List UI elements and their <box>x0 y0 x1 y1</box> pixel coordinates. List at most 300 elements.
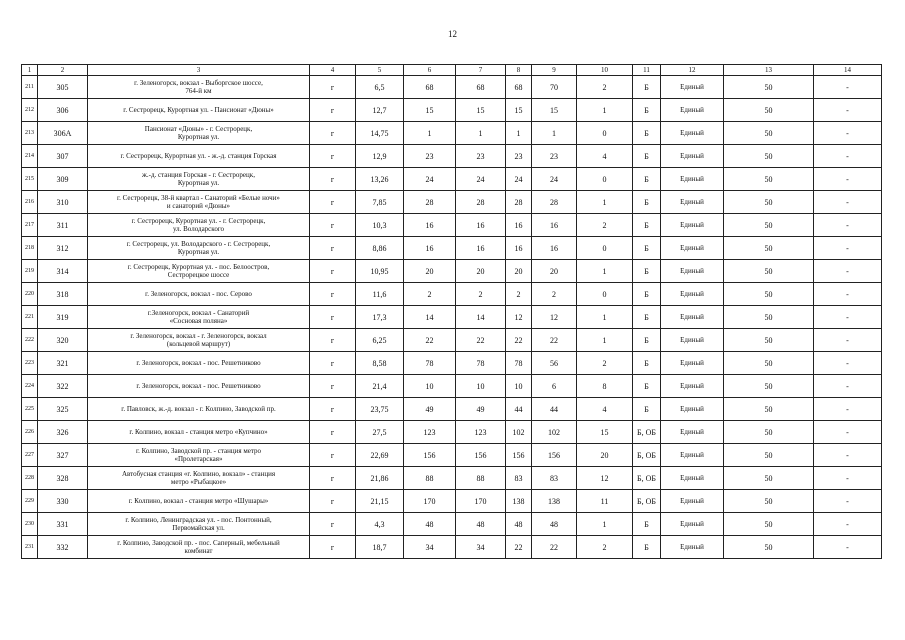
table-cell: 1 <box>577 191 633 214</box>
table-cell: 309 <box>38 168 88 191</box>
table-cell: 2 <box>532 283 577 306</box>
table-cell: 20 <box>404 260 456 283</box>
column-number-header: 13 <box>724 65 814 76</box>
table-cell: - <box>814 329 882 352</box>
table-cell: Б <box>633 76 661 99</box>
column-number-header: 14 <box>814 65 882 76</box>
table-cell: 327 <box>38 444 88 467</box>
table-cell: г <box>310 99 356 122</box>
table-cell: 228 <box>22 467 38 490</box>
table-cell: Единый <box>661 306 724 329</box>
table-cell: г <box>310 283 356 306</box>
table-cell: 1 <box>577 99 633 122</box>
table-row <box>22 444 882 467</box>
table-cell: Единый <box>661 536 724 559</box>
table-cell: 50 <box>724 145 814 168</box>
table-cell: 311 <box>38 214 88 237</box>
table-cell: - <box>814 191 882 214</box>
table-cell: Единый <box>661 76 724 99</box>
table-cell: 4 <box>577 145 633 168</box>
table-cell: 10,95 <box>356 260 404 283</box>
table-cell: 20 <box>532 260 577 283</box>
table-cell: 68 <box>506 76 532 99</box>
table-row <box>22 237 882 260</box>
table-cell: 1 <box>577 513 633 536</box>
table-cell: г.Зеленогорск, вокзал - Санаторий «Сосновая поляна» <box>88 306 310 329</box>
table-cell: 28 <box>456 191 506 214</box>
column-number-header: 8 <box>506 65 532 76</box>
table-row <box>22 398 882 421</box>
table-cell: г <box>310 375 356 398</box>
table-cell: 8,86 <box>356 237 404 260</box>
table-cell: 22 <box>506 329 532 352</box>
table-body <box>22 65 882 559</box>
table-cell: Б, ОБ <box>633 467 661 490</box>
table-cell: Единый <box>661 329 724 352</box>
table-cell: 22 <box>456 329 506 352</box>
table-cell: 24 <box>404 168 456 191</box>
table-cell: 28 <box>404 191 456 214</box>
table-cell: Б <box>633 283 661 306</box>
table-cell: Единый <box>661 191 724 214</box>
table-cell: 314 <box>38 260 88 283</box>
table-cell: 218 <box>22 237 38 260</box>
table-cell: 330 <box>38 490 88 513</box>
table-cell: г. Зеленогорск, вокзал - пос. Решетниково <box>88 375 310 398</box>
table-cell: 22 <box>532 536 577 559</box>
table-cell: 222 <box>22 329 38 352</box>
column-number-header: 7 <box>456 65 506 76</box>
table-cell: г. Сестрорецк, Курортная ул. - ж.-д. станция Горская <box>88 145 310 168</box>
table-cell: 48 <box>404 513 456 536</box>
table-cell: Единый <box>661 421 724 444</box>
table-cell: 12 <box>506 306 532 329</box>
table-cell: 4 <box>577 398 633 421</box>
table-row <box>22 214 882 237</box>
table-cell: 1 <box>577 329 633 352</box>
table-cell: 24 <box>532 168 577 191</box>
table-cell: 16 <box>404 237 456 260</box>
table-cell: Б, ОБ <box>633 421 661 444</box>
table-cell: 22 <box>404 329 456 352</box>
page-number: 12 <box>448 29 457 39</box>
table-cell: - <box>814 536 882 559</box>
table-cell: 24 <box>506 168 532 191</box>
table-cell: 50 <box>724 168 814 191</box>
table-cell: 306А <box>38 122 88 145</box>
table-cell: г. Зеленогорск, вокзал - пос. Серово <box>88 283 310 306</box>
table-cell: 21,15 <box>356 490 404 513</box>
table-cell: 332 <box>38 536 88 559</box>
table-cell: - <box>814 398 882 421</box>
table-cell: 215 <box>22 168 38 191</box>
table-cell: Единый <box>661 260 724 283</box>
table-cell: г. Сестрорецк, Курортная ул. - пос. Белоостров, Сестрорецкое шоссе <box>88 260 310 283</box>
table-cell: 229 <box>22 490 38 513</box>
table-cell: 16 <box>532 214 577 237</box>
table-cell: 0 <box>577 283 633 306</box>
table-cell: 123 <box>456 421 506 444</box>
table-cell: Автобусная станция «г. Колпино, вокзал» - станция метро «Рыбацкое» <box>88 467 310 490</box>
table-cell: - <box>814 421 882 444</box>
table-cell: 28 <box>506 191 532 214</box>
table-cell: 2 <box>577 352 633 375</box>
table-cell: г <box>310 214 356 237</box>
table-cell: 2 <box>404 283 456 306</box>
table-cell: Б <box>633 536 661 559</box>
table-cell: Б <box>633 375 661 398</box>
table-cell: Единый <box>661 467 724 490</box>
table-cell: 1 <box>532 122 577 145</box>
column-number-header: 10 <box>577 65 633 76</box>
table-cell: 16 <box>506 237 532 260</box>
table-row <box>22 191 882 214</box>
table-cell: 305 <box>38 76 88 99</box>
table-cell: 6,5 <box>356 76 404 99</box>
column-number-header: 2 <box>38 65 88 76</box>
table-row <box>22 283 882 306</box>
table-cell: 156 <box>456 444 506 467</box>
table-row <box>22 99 882 122</box>
table-cell: 2 <box>506 283 532 306</box>
table-cell: г <box>310 260 356 283</box>
table-cell: 2 <box>577 214 633 237</box>
table-cell: г <box>310 122 356 145</box>
table-cell: г <box>310 398 356 421</box>
table-cell: 50 <box>724 490 814 513</box>
table-cell: 2 <box>456 283 506 306</box>
table-cell: 12,9 <box>356 145 404 168</box>
table-cell: 50 <box>724 122 814 145</box>
table-cell: 23 <box>532 145 577 168</box>
table-cell: 78 <box>506 352 532 375</box>
table-cell: Единый <box>661 122 724 145</box>
table-cell: 226 <box>22 421 38 444</box>
table-cell: 48 <box>506 513 532 536</box>
table-cell: 50 <box>724 260 814 283</box>
table-cell: г <box>310 145 356 168</box>
table-cell: 1 <box>404 122 456 145</box>
table-cell: 12 <box>577 467 633 490</box>
table-cell: 1 <box>577 260 633 283</box>
table-cell: 12 <box>532 306 577 329</box>
table-cell: 48 <box>532 513 577 536</box>
table-cell: 23 <box>456 145 506 168</box>
table-cell: 16 <box>456 214 506 237</box>
table-cell: 0 <box>577 237 633 260</box>
table-cell: 10 <box>404 375 456 398</box>
table-row <box>22 375 882 398</box>
table-cell: Единый <box>661 145 724 168</box>
table-cell: 49 <box>456 398 506 421</box>
column-number-header: 12 <box>661 65 724 76</box>
table-cell: 68 <box>404 76 456 99</box>
table-cell: - <box>814 122 882 145</box>
table-cell: 27,5 <box>356 421 404 444</box>
table-cell: 0 <box>577 168 633 191</box>
table-cell: Единый <box>661 283 724 306</box>
table-cell: 78 <box>456 352 506 375</box>
column-number-header: 3 <box>88 65 310 76</box>
table-cell: 220 <box>22 283 38 306</box>
table-cell: Единый <box>661 168 724 191</box>
table-row <box>22 76 882 99</box>
table-row <box>22 536 882 559</box>
table-cell: Единый <box>661 490 724 513</box>
table-cell: Б, ОБ <box>633 490 661 513</box>
table-cell: - <box>814 444 882 467</box>
table-cell: 1 <box>506 122 532 145</box>
table-cell: г <box>310 352 356 375</box>
table-cell: 231 <box>22 536 38 559</box>
table-cell: - <box>814 260 882 283</box>
table-cell: г <box>310 168 356 191</box>
table-cell: 15 <box>506 99 532 122</box>
table-cell: 50 <box>724 352 814 375</box>
table-cell: - <box>814 145 882 168</box>
table-cell: 312 <box>38 237 88 260</box>
table-cell: г. Сестрорецк, ул. Володарского - г. Сестрорецк, Курортная ул. <box>88 237 310 260</box>
table-cell: 306 <box>38 99 88 122</box>
table-cell: - <box>814 283 882 306</box>
table-row <box>22 122 882 145</box>
table-cell: г. Зеленогорск, вокзал - г. Зеленогорск, вокзал (кольцевой маршрут) <box>88 329 310 352</box>
table-row <box>22 306 882 329</box>
table-cell: 2 <box>577 536 633 559</box>
table-cell: - <box>814 76 882 99</box>
table-cell: 78 <box>404 352 456 375</box>
table-cell: Б, ОБ <box>633 444 661 467</box>
table-cell: 14 <box>456 306 506 329</box>
table-cell: 224 <box>22 375 38 398</box>
table-cell: 1 <box>456 122 506 145</box>
table-cell: 50 <box>724 283 814 306</box>
table-cell: Б <box>633 145 661 168</box>
table-cell: 322 <box>38 375 88 398</box>
table-cell: 50 <box>724 306 814 329</box>
table-cell: Б <box>633 237 661 260</box>
table-cell: 8 <box>577 375 633 398</box>
table-cell: - <box>814 513 882 536</box>
table-cell: г <box>310 191 356 214</box>
table-cell: 211 <box>22 76 38 99</box>
table-cell: 20 <box>456 260 506 283</box>
table-row <box>22 490 882 513</box>
table-cell: 28 <box>532 191 577 214</box>
table-cell: 50 <box>724 398 814 421</box>
table-cell: 50 <box>724 536 814 559</box>
table-cell: 219 <box>22 260 38 283</box>
table-cell: 22 <box>506 536 532 559</box>
table-cell: Единый <box>661 513 724 536</box>
table-cell: 12,7 <box>356 99 404 122</box>
table-cell: 123 <box>404 421 456 444</box>
table-cell: Б <box>633 329 661 352</box>
table-cell: Б <box>633 214 661 237</box>
table-cell: 214 <box>22 145 38 168</box>
table-cell: Единый <box>661 352 724 375</box>
table-cell: Б <box>633 352 661 375</box>
table-cell: Б <box>633 513 661 536</box>
table-cell: 16 <box>532 237 577 260</box>
table-cell: 138 <box>506 490 532 513</box>
table-cell: 44 <box>532 398 577 421</box>
table-cell: Б <box>633 306 661 329</box>
table-cell: 318 <box>38 283 88 306</box>
table-row <box>22 329 882 352</box>
column-number-header: 6 <box>404 65 456 76</box>
table-cell: 225 <box>22 398 38 421</box>
table-cell: 156 <box>506 444 532 467</box>
table-cell: 156 <box>532 444 577 467</box>
table-cell: 4,3 <box>356 513 404 536</box>
table-header-row <box>22 65 882 76</box>
table-cell: Б <box>633 398 661 421</box>
table-cell: 15 <box>404 99 456 122</box>
table-cell: Пансионат «Дюны» - г. Сестрорецк, Курортная ул. <box>88 122 310 145</box>
table-cell: 102 <box>506 421 532 444</box>
table-cell: - <box>814 306 882 329</box>
table-row <box>22 421 882 444</box>
table-cell: 13,26 <box>356 168 404 191</box>
table-cell: 328 <box>38 467 88 490</box>
table-cell: 50 <box>724 444 814 467</box>
table-cell: г <box>310 306 356 329</box>
table-cell: 221 <box>22 306 38 329</box>
table-cell: 50 <box>724 513 814 536</box>
table-cell: Единый <box>661 444 724 467</box>
table-cell: 310 <box>38 191 88 214</box>
table-cell: г <box>310 490 356 513</box>
table-cell: 216 <box>22 191 38 214</box>
table-cell: Единый <box>661 398 724 421</box>
table-cell: г <box>310 76 356 99</box>
table-cell: 170 <box>456 490 506 513</box>
table-cell: Единый <box>661 99 724 122</box>
table-cell: 20 <box>577 444 633 467</box>
table-cell: 14,75 <box>356 122 404 145</box>
table-cell: 331 <box>38 513 88 536</box>
table-row <box>22 513 882 536</box>
table-cell: 34 <box>456 536 506 559</box>
table-cell: 170 <box>404 490 456 513</box>
routes-table <box>21 64 882 559</box>
table-cell: 22 <box>532 329 577 352</box>
table-cell: Б <box>633 260 661 283</box>
column-number-header: 4 <box>310 65 356 76</box>
table-cell: 50 <box>724 191 814 214</box>
table-cell: 34 <box>404 536 456 559</box>
table-cell: 50 <box>724 467 814 490</box>
table-cell: г. Зеленогорск, вокзал - пос. Решетниково <box>88 352 310 375</box>
table-cell: 16 <box>456 237 506 260</box>
table-cell: 16 <box>506 214 532 237</box>
table-cell: Единый <box>661 214 724 237</box>
table-cell: 14 <box>404 306 456 329</box>
table-cell: 50 <box>724 99 814 122</box>
table-cell: 321 <box>38 352 88 375</box>
table-cell: 319 <box>38 306 88 329</box>
table-cell: г. Колпино, Ленинградская ул. - пос. Понтонный, Первомайская ул. <box>88 513 310 536</box>
table-cell: Б <box>633 168 661 191</box>
table-cell: г <box>310 329 356 352</box>
table-cell: - <box>814 237 882 260</box>
table-cell: 49 <box>404 398 456 421</box>
table-cell: 83 <box>506 467 532 490</box>
table-cell: 227 <box>22 444 38 467</box>
table-cell: 88 <box>456 467 506 490</box>
table-cell: 22,69 <box>356 444 404 467</box>
table-cell: 15 <box>456 99 506 122</box>
table-cell: 10 <box>506 375 532 398</box>
table-cell: 10,3 <box>356 214 404 237</box>
table-cell: г <box>310 237 356 260</box>
table-cell: г. Колпино, вокзал - станция метро «Купчино» <box>88 421 310 444</box>
table-cell: 20 <box>506 260 532 283</box>
table-row <box>22 260 882 283</box>
table-cell: Б <box>633 122 661 145</box>
table-cell: 48 <box>456 513 506 536</box>
table-cell: 50 <box>724 76 814 99</box>
table-cell: 68 <box>456 76 506 99</box>
table-cell: 102 <box>532 421 577 444</box>
table-cell: г. Колпино, Заводской пр. - станция метро «Пролетарская» <box>88 444 310 467</box>
table-cell: 44 <box>506 398 532 421</box>
table-cell: 156 <box>404 444 456 467</box>
table-cell: 15 <box>532 99 577 122</box>
table-cell: 138 <box>532 490 577 513</box>
table-cell: г. Сестрорецк, Курортная ул. - г. Сестрорецк, ул. Володарского <box>88 214 310 237</box>
column-number-header: 5 <box>356 65 404 76</box>
table-cell: 230 <box>22 513 38 536</box>
table-cell: 88 <box>404 467 456 490</box>
table-cell: 326 <box>38 421 88 444</box>
table-cell: 17,3 <box>356 306 404 329</box>
table-cell: 18,7 <box>356 536 404 559</box>
table-row <box>22 168 882 191</box>
table-cell: 0 <box>577 122 633 145</box>
table-cell: г. Колпино, Заводской пр. - пос. Саперный, мебельный комбинат <box>88 536 310 559</box>
table-cell: 7,85 <box>356 191 404 214</box>
table-cell: 325 <box>38 398 88 421</box>
table-cell: 16 <box>404 214 456 237</box>
table-cell: Б <box>633 191 661 214</box>
table-cell: 50 <box>724 329 814 352</box>
table-cell: 70 <box>532 76 577 99</box>
table-cell: г <box>310 421 356 444</box>
table-cell: 320 <box>38 329 88 352</box>
table-cell: 50 <box>724 237 814 260</box>
table-cell: г <box>310 536 356 559</box>
table-cell: 10 <box>456 375 506 398</box>
table-row <box>22 352 882 375</box>
table-cell: 1 <box>577 306 633 329</box>
table-cell: 56 <box>532 352 577 375</box>
table-cell: 24 <box>456 168 506 191</box>
table-cell: г. Зеленогорск, вокзал - Выборгское шоссе, 764-й км <box>88 76 310 99</box>
table-cell: г. Сестрорецк, 38-й квартал - Санаторий «Белые ночи» и санаторий «Дюны» <box>88 191 310 214</box>
table-cell: 50 <box>724 214 814 237</box>
table-cell: 217 <box>22 214 38 237</box>
table-cell: 11,6 <box>356 283 404 306</box>
column-number-header: 11 <box>633 65 661 76</box>
table-cell: - <box>814 467 882 490</box>
table-cell: 83 <box>532 467 577 490</box>
table-cell: Б <box>633 99 661 122</box>
column-number-header: 9 <box>532 65 577 76</box>
table-cell: ж.-д. станция Горская - г. Сестрорецк, Курортная ул. <box>88 168 310 191</box>
table-cell: - <box>814 99 882 122</box>
